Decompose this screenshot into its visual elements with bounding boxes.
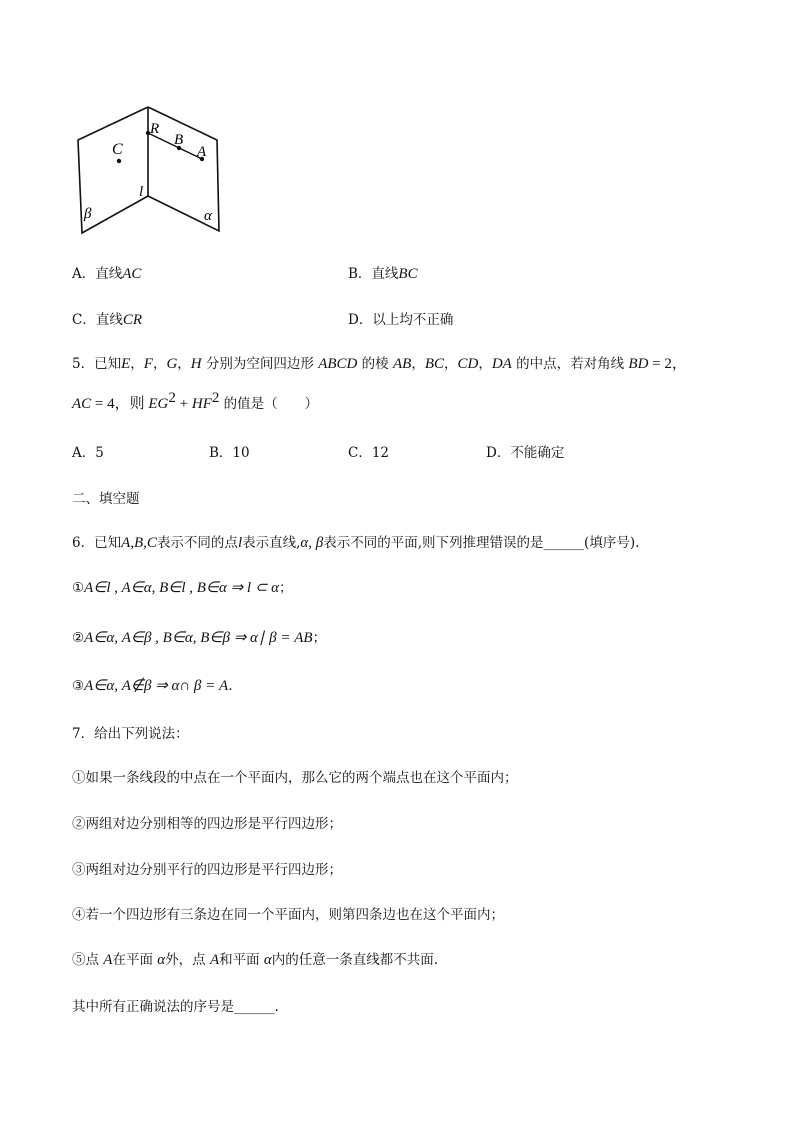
q7-answer-prompt: 其中所有正确说法的序号是______. <box>72 999 279 1015</box>
math: F <box>143 356 153 372</box>
math: ABCD <box>318 356 358 372</box>
q4-option-c <box>72 308 142 329</box>
math: α <box>263 952 272 968</box>
math: DA <box>491 356 512 372</box>
q7-statement-5 <box>72 948 438 969</box>
q6-stem <box>72 531 639 552</box>
math: AB <box>392 356 412 372</box>
q4-option-c-math: CR <box>122 312 143 328</box>
q7-stem: 7．给出下列说法： <box>72 726 189 742</box>
text: ， <box>411 356 425 372</box>
math: A <box>103 952 113 968</box>
math: HF <box>191 396 212 412</box>
q4-option-b-text: B．直线 <box>348 266 399 282</box>
q6-item-3 <box>72 676 233 695</box>
text: . <box>228 678 233 694</box>
text: ， <box>478 356 492 372</box>
math: AC <box>72 396 92 412</box>
text: ⑤点 <box>72 952 104 968</box>
q4-option-b <box>348 262 418 283</box>
label-alpha: α <box>204 208 212 224</box>
q5-option-c: C．12 <box>348 445 390 461</box>
superscript: 2 <box>168 390 176 406</box>
superscript: 2 <box>211 390 220 406</box>
math: BC <box>424 356 444 372</box>
math: l <box>237 535 243 551</box>
q4-option-a <box>72 262 141 283</box>
q5-option-a: A．5 <box>72 445 104 461</box>
text: 表示不同的点 <box>156 535 238 551</box>
text: 6．已知 <box>72 535 122 551</box>
q4-option-b-math: BC <box>398 266 418 282</box>
text: 和平面 <box>219 952 264 968</box>
item-number: ② <box>72 630 85 646</box>
label-b: B <box>174 132 184 148</box>
text: 的棱 <box>357 356 393 372</box>
q4-option-c-text: C．直线 <box>72 312 123 328</box>
point-c <box>117 159 121 163</box>
math: E <box>121 356 131 372</box>
text: 的中点，若对角线 <box>511 356 629 372</box>
text: + <box>175 396 192 412</box>
q5-option-b: B．10 <box>209 445 250 461</box>
text: 在平面 <box>112 952 158 968</box>
label-r: R <box>150 121 160 137</box>
math: α <box>157 952 166 968</box>
text: 分别为空间四边形 <box>201 356 319 372</box>
item-number: ③ <box>72 678 85 694</box>
math: A∈α, A∈β , B∈α, B∈β ⇒ α∣ β = AB <box>84 630 313 646</box>
dihedral-figure <box>72 100 232 244</box>
q4-option-a-text: A．直线 <box>72 266 123 282</box>
q5-option-d: D．不能确定 <box>486 445 565 461</box>
q7-statement-3: ③两组对边分别平行的四边形是平行四边形； <box>72 862 342 878</box>
math: BD <box>628 356 649 372</box>
q7-statement-4: ④若一个四边形有三条边在同一个平面内，则第四条边也在这个平面内； <box>72 907 504 923</box>
q7-statement-1: ①如果一条线段的中点在一个平面内，那么它的两个端点也在这个平面内； <box>72 770 518 786</box>
label-a: A <box>197 144 207 160</box>
text: 5．已知 <box>72 356 122 372</box>
q7-statement-2: ②两组对边分别相等的四边形是平行四边形； <box>72 816 342 832</box>
item-number: ① <box>72 580 85 596</box>
text: ； <box>279 580 293 596</box>
text: ， <box>130 356 144 372</box>
q6-item-2 <box>72 626 326 647</box>
math: A∈α, A∉β ⇒ α∩ β = A <box>84 678 229 694</box>
math: A,B,C <box>121 535 157 551</box>
text: 内的任意一条直线都不共面. <box>271 952 439 968</box>
q5-stem-line2 <box>72 390 318 413</box>
q5-stem-line1 <box>72 352 687 373</box>
text: 表示直线, <box>242 535 301 551</box>
q4-option-d: D．以上均不正确 <box>348 312 454 328</box>
q6-item-1 <box>72 576 293 597</box>
text: = 4，则 <box>91 396 149 412</box>
text: 的值是（ ） <box>219 396 319 412</box>
label-c: C <box>112 141 123 158</box>
section-title: 二、填空题 <box>72 491 140 507</box>
math: α, β <box>300 535 324 551</box>
text: ， <box>443 356 458 372</box>
math: A <box>209 952 220 968</box>
math: H <box>190 356 202 372</box>
math: EG <box>148 396 169 412</box>
math: A∈l , A∈α, B∈l , B∈α ⇒ l ⊂ α <box>84 580 280 596</box>
label-l: l <box>139 184 144 200</box>
text: = 2， <box>648 356 687 372</box>
planes-diagram <box>72 100 232 240</box>
text: ； <box>312 630 327 646</box>
math: G <box>166 356 178 372</box>
text: ， <box>177 356 191 372</box>
math: CD <box>457 356 479 372</box>
q4-option-a-math: AC <box>122 266 142 282</box>
text: 表示不同的平面,则下列推理错误的是______(填序号). <box>323 535 640 551</box>
text: ， <box>152 356 167 372</box>
text: 外，点 <box>165 952 210 968</box>
label-beta: β <box>84 206 92 222</box>
